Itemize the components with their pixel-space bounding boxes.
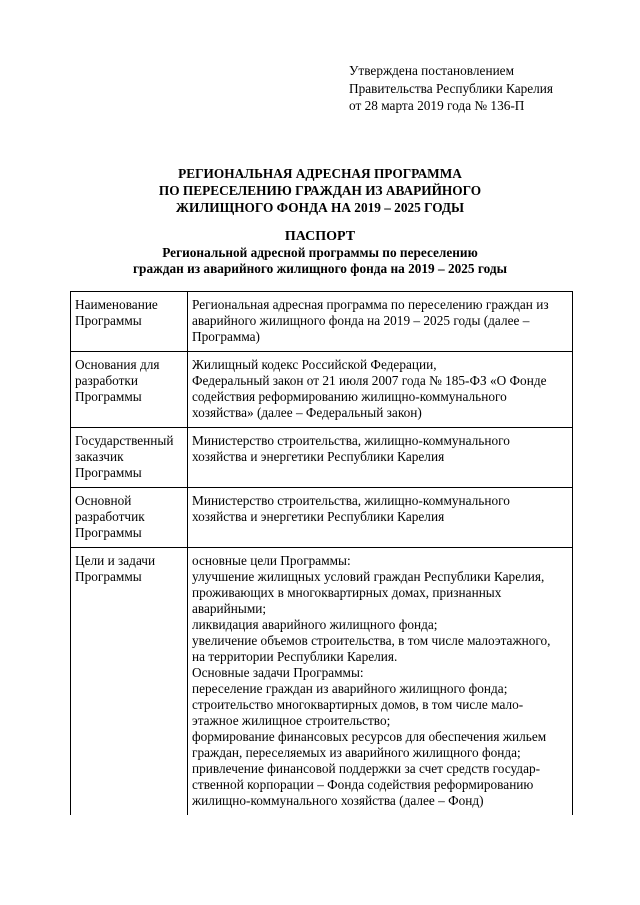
row-value [188,548,573,816]
passport-title: ПАСПОРТ [284,229,356,244]
document-title [0,165,640,216]
value-line: Жилищный кодекс Российской Федерации, [192,357,437,372]
value-line: аварийными; [192,601,267,616]
value-line: ликвидация аварийного жилищного фонда; [192,617,438,632]
value-line: хозяйства и энергетики Республики Карелия [192,509,445,524]
value-line: строительство многоквартирных домов, в том числе мало- [192,697,524,712]
row-label [71,488,188,548]
row-value [188,352,573,428]
title-line: РЕГИОНАЛЬНАЯ АДРЕСНАЯ ПРОГРАММА [178,166,462,181]
approval-line: Правительства Республики Карелия [349,80,554,96]
table-row [71,428,573,488]
value-line: Министерство строительства, жилищно-коммунального [192,493,510,508]
value-line: Основные задачи Программы: [192,665,364,680]
value-line: Федеральный закон от 21 июля 2007 года № 185-ФЗ «О Фонде [192,373,547,388]
table-row [71,292,573,352]
approval-note [349,62,553,115]
passport-subtitle: граждан из аварийного жилищного фонда на 2019 – 2025 годы [133,261,507,276]
row-label [71,428,188,488]
row-label [71,548,188,816]
row-value [188,292,573,352]
value-line: ственной корпорации – Фонда содействия реформированию [192,777,534,792]
label-line: разработчик [75,509,145,524]
value-line: аварийного жилищного фонда на 2019 – 2025 годы (далее – [192,313,530,328]
table-row [71,548,573,816]
approval-line: от 28 марта 2019 года № 136-П [349,98,525,113]
label-line: заказчик [75,449,124,464]
value-line: этажное жилищное строительство; [192,713,391,728]
value-line: Министерство строительства, жилищно-коммунального [192,433,510,448]
row-label [71,352,188,428]
label-line: Цели и задачи [75,553,156,568]
value-line: проживающих в многоквартирных домах, признанных [192,585,502,600]
value-line: жилищно-коммунального хозяйства (далее – Фонд) [192,793,484,808]
label-line: Программы [75,569,142,584]
value-line: основные цели Программы: [192,553,351,568]
label-line: Государственный [75,433,174,448]
label-line: Основания для [75,357,160,372]
value-line: граждан, переселяемых из аварийного жилищного фонда; [192,745,521,760]
value-line: Региональная адресная программа по переселению граждан из [192,297,549,312]
approval-line: Утверждена постановлением [349,63,514,78]
table-row [71,352,573,428]
value-line: содействия реформированию жилищно-коммунального [192,389,507,404]
value-line: увеличение объемов строительства, в том числе малоэтажного, [192,633,551,648]
label-line: Наименование [75,297,158,312]
value-line: формирование финансовых ресурсов для обеспечения жильем [192,729,547,744]
label-line: Основной [75,493,132,508]
value-line: улучшение жилищных условий граждан Республики Карелия, [192,569,545,584]
label-line: Программы [75,465,142,480]
label-line: Программы [75,313,142,328]
passport-subtitle: Региональной адресной программы по переселению [162,245,478,260]
value-line: переселение граждан из аварийного жилищного фонда; [192,681,508,696]
passport-heading [0,228,640,277]
value-line: привлечение финансовой поддержки за счет средств государ- [192,761,541,776]
label-line: Программы [75,525,142,540]
label-line: Программы [75,389,142,404]
row-label [71,292,188,352]
title-line: ПО ПЕРЕСЕЛЕНИЮ ГРАЖДАН ИЗ АВАРИЙНОГО [158,183,482,198]
table-row [71,488,573,548]
value-line: Программа) [192,329,260,344]
value-line: хозяйства и энергетики Республики Карелия [192,449,445,464]
row-value [188,488,573,548]
passport-table [70,291,573,815]
value-line: хозяйства» (далее – Федеральный закон) [192,405,422,420]
title-line: ЖИЛИЩНОГО ФОНДА НА 2019 – 2025 ГОДЫ [175,200,465,215]
label-line: разработки [75,373,138,388]
row-value [188,428,573,488]
value-line: на территории Республики Карелия. [192,649,398,664]
